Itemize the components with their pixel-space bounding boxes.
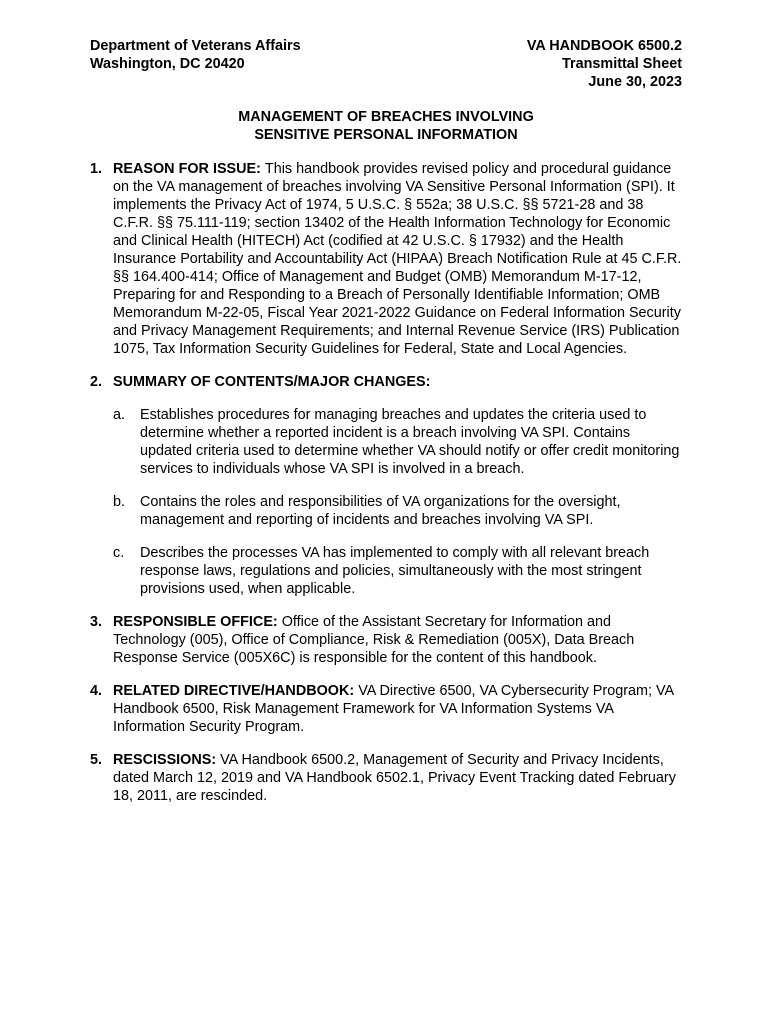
department-name: Department of Veterans Affairs [90,38,301,54]
section-text: VA Directive 6500, VA Cybersecurity Program; VA Handbook 6500, Risk Management Framework for VA Information Systems VA Information Security Program. [113,683,674,735]
section-text: VA Handbook 6500.2, Management of Security and Privacy Incidents, dated March 12, 2019 and VA Handbook 6502.1, Privacy Event Tracking dated February 18, 2011, are rescinded. [113,752,676,804]
title-line-2: SENSITIVE PERSONAL INFORMATION [254,127,518,143]
section-number: 5. [90,752,103,768]
summary-item [113,493,682,529]
section-number: 4. [90,683,103,699]
section-heading: REASON FOR ISSUE: [113,161,265,177]
section-reason-for-issue [90,160,682,358]
section-text: This handbook provides revised policy and procedural guidance on the VA management of breaches involving VA Sensitive Personal Information (SPI). It implements the Privacy Act of 1974, 5 U.S.C. § 552a; 38 U.S.C. §§ 5721-28 and 38 C.F.R. §§ 75.111-119; section 13402 of the Health Information Technology for Economic and Clinical Health (HITECH) Act (codified at 42 U.S.C. § 17932) and the Health Insurance Portability and Accountability Act (HIPAA) Breach Notification Rule at 45 C.F.R. §§ 164.400-414; Office of Management and Budget (OMB) Memorandum M-17-12, Preparing for and Responding to a Breach of Personally Identifiable Information; OMB Memorandum M-22-05, Fiscal Year 2021-2022 Guidance on Federal Information Security and Privacy Management Requirements; and Internal Revenue Service (IRS) Publication 1075, Tax Information Security Guidelines for Federal, State and Local Agencies. [113,161,682,357]
section-heading: RESPONSIBLE OFFICE: [113,614,282,630]
item-letter: a. [113,407,126,423]
summary-item [113,406,682,478]
section-related-directive [90,682,682,736]
section-responsible-office [90,613,682,667]
section-text: Office of the Assistant Secretary for Information and Technology (005), Office of Compliance, Risk & Remediation (005X), Data Breach Response Service (005X6C) is responsible for the content of this handbook. [113,614,635,666]
section-summary-of-contents [90,373,682,598]
section-number: 3. [90,614,103,630]
item-letter: c. [113,545,125,561]
issuing-office [90,37,301,73]
item-text: Contains the roles and responsibilities of VA organizations for the oversight, management and reporting of incidents and breaches involving VA SPI. [140,494,621,528]
section-heading: RESCISSIONS: [113,752,221,768]
handbook-number: VA HANDBOOK 6500.2 [526,38,682,54]
section-rescissions [90,751,682,805]
item-letter: b. [113,494,126,510]
issue-date: June 30, 2023 [588,74,682,90]
department-location: Washington, DC 20420 [90,56,245,72]
summary-item [113,544,682,598]
title-line-1: MANAGEMENT OF BREACHES INVOLVING [238,109,534,125]
transmittal-label: Transmittal Sheet [562,56,682,72]
section-number: 1. [90,161,103,177]
document-title [90,108,682,144]
item-text: Establishes procedures for managing breaches and updates the criteria used to determine whether a reported incident is a breach involving VA SPI. Contains updated criteria used to determine whether VA should notify or offer credit monitoring services to individuals whose VA SPI is involved in a breach. [140,407,680,477]
section-number: 2. [90,374,103,390]
section-heading: RELATED DIRECTIVE/HANDBOOK: [113,683,359,699]
document-identifier [527,37,682,91]
sections-list [90,160,682,805]
section-heading: SUMMARY OF CONTENTS/MAJOR CHANGES: [113,374,431,390]
item-text: Describes the processes VA has implemented to comply with all relevant breach response laws, regulations and policies, simultaneously with the most stringent provisions used, when applicable. [140,545,650,597]
summary-items [113,406,682,598]
